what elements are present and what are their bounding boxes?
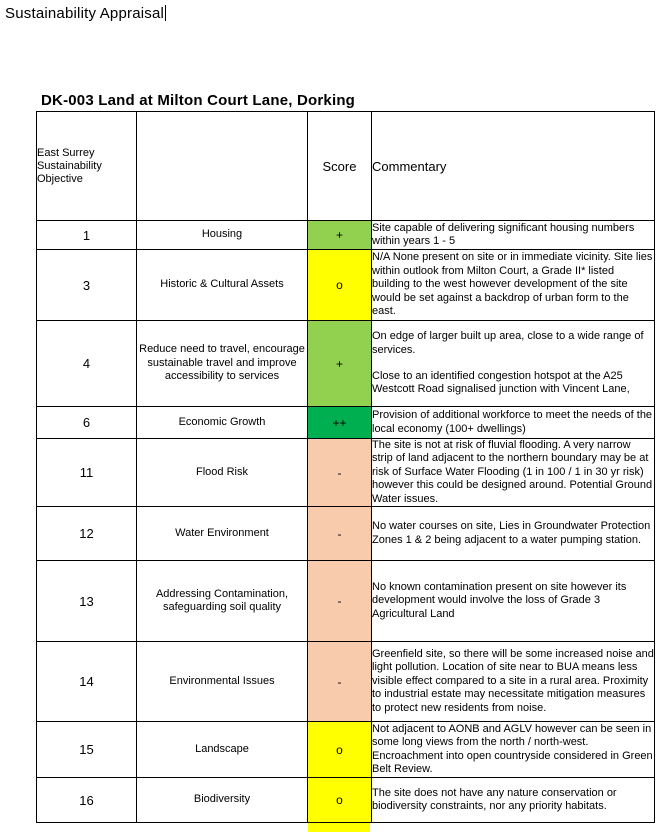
text-cursor xyxy=(165,5,166,21)
score-cell: - xyxy=(308,642,372,722)
table-row xyxy=(37,778,655,823)
page-title: Sustainability Appraisal xyxy=(5,5,165,22)
commentary-cell xyxy=(372,407,655,439)
commentary-cell xyxy=(372,221,655,250)
score-column-overflow-stub xyxy=(308,823,370,832)
commentary-paragraph: Site capable of delivering significant housing numbers within years 1 - 5 xyxy=(372,221,635,247)
objective-number: 3 xyxy=(37,250,137,321)
objective-number: 12 xyxy=(37,507,137,561)
commentary-paragraph: N/A None present on site or in immediate vicinity. Site lies within outlook from Milton Court, a Grade II* listed building to the west however development of the site would be set against a backdrop of urban form to the east. xyxy=(372,251,653,318)
objective-number: 16 xyxy=(37,778,137,823)
score-cell: - xyxy=(308,439,372,507)
commentary-paragraph: The site is not at risk of fluvial flooding. A very narrow strip of land adjacent to the northern boundary may be at risk of Surface Water Flooding (1 in 100 / 1 in 30 yr risk) however this could be designed around. Potential Ground Water issues. xyxy=(372,439,653,505)
commentary-cell xyxy=(372,507,655,561)
appraisal-section xyxy=(36,92,655,823)
table-row xyxy=(37,642,655,722)
commentary-cell xyxy=(372,778,655,823)
objective-name: Housing xyxy=(137,221,308,250)
objective-number: 6 xyxy=(37,407,137,439)
table-row xyxy=(37,250,655,321)
objective-name: Biodiversity xyxy=(137,778,308,823)
objective-number: 4 xyxy=(37,321,137,407)
commentary-cell xyxy=(372,439,655,507)
commentary-cell xyxy=(372,250,655,321)
objective-name: Water Environment xyxy=(137,507,308,561)
score-cell: + xyxy=(308,221,372,250)
commentary-paragraph: Greenfield site, so there will be some increased noise and light pollution. Location of site near to BUA means less visible effect compared to a site in a rural area. Proximity to industrial estate may necessitate mitigation measures to protect new residents from noise. xyxy=(372,648,654,714)
table-row xyxy=(37,439,655,507)
objective-number: 11 xyxy=(37,439,137,507)
table-row xyxy=(37,722,655,778)
objective-name: Landscape xyxy=(137,722,308,778)
objective-number: 14 xyxy=(37,642,137,722)
commentary-paragraph: On edge of larger built up area, close to a wide range of services. xyxy=(372,330,644,356)
objective-name: Historic & Cultural Assets xyxy=(137,250,308,321)
col-header-objective: East Surrey Sustainability Objective xyxy=(37,112,137,221)
score-cell: o xyxy=(308,722,372,778)
table-row xyxy=(37,221,655,250)
objective-name: Addressing Contamination, safeguarding soil quality xyxy=(137,561,308,642)
table-row xyxy=(37,561,655,642)
table-row xyxy=(37,407,655,439)
score-cell: - xyxy=(308,507,372,561)
score-cell: + xyxy=(308,321,372,407)
score-cell: ++ xyxy=(308,407,372,439)
objective-name: Environmental Issues xyxy=(137,642,308,722)
commentary-paragraph: No known contamination present on site however its development would involve the loss of Grade 3 Agricultural Land xyxy=(372,580,627,620)
score-cell: o xyxy=(308,250,372,321)
table-row xyxy=(37,321,655,407)
commentary-cell xyxy=(372,561,655,642)
commentary-paragraph: Provision of additional workforce to meet the needs of the local economy (100+ dwellings) xyxy=(372,409,653,435)
col-header-objective-name xyxy=(137,112,308,221)
appraisal-table xyxy=(36,111,655,823)
col-header-score: Score xyxy=(308,112,372,221)
commentary-paragraph: Close to an identified congestion hotspot at the A25 Westcott Road signalised junction with Vincent Lane, xyxy=(372,370,630,396)
objective-name: Reduce need to travel, encourage sustainable travel and improve accessibility to services xyxy=(137,321,308,407)
objective-name: Economic Growth xyxy=(137,407,308,439)
commentary-paragraph: The site does not have any nature conservation or biodiversity constraints, nor any priority habitats. xyxy=(372,786,617,813)
commentary-cell xyxy=(372,642,655,722)
header-row xyxy=(37,112,655,221)
commentary-cell xyxy=(372,722,655,778)
objective-number: 15 xyxy=(37,722,137,778)
objective-name: Flood Risk xyxy=(137,439,308,507)
col-header-commentary: Commentary xyxy=(372,112,655,221)
score-cell: o xyxy=(308,778,372,823)
commentary-cell xyxy=(372,321,655,407)
document-header xyxy=(5,5,166,22)
objective-number: 13 xyxy=(37,561,137,642)
table-row xyxy=(37,507,655,561)
score-cell: - xyxy=(308,561,372,642)
table-title: DK-003 Land at Milton Court Lane, Dorking xyxy=(41,92,356,109)
commentary-paragraph: Not adjacent to AONB and AGLV however can be seen in some long views from the north / north-west. Encroachment into open countryside considered in Green Belt Review. xyxy=(372,722,653,775)
objective-number: 1 xyxy=(37,221,137,250)
commentary-paragraph: No water courses on site, Lies in Groundwater Protection Zones 1 & 2 being adjacent to a water pumping station. xyxy=(372,520,651,546)
